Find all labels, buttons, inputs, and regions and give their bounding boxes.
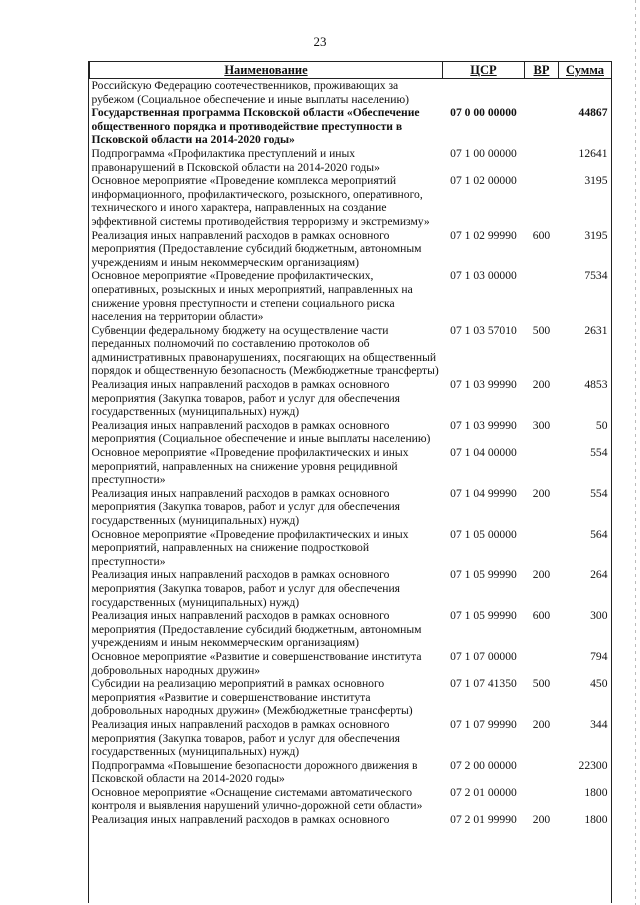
cell-sum: 1800 (584, 813, 608, 827)
table-row (90, 324, 612, 378)
table-row (90, 378, 612, 419)
header-sum: Сумма (559, 62, 612, 79)
cell-name: Реализация иных направлений расходов в рамках основного мероприятия (Закупка товаров, работ и услуг для обеспечения государственных (муниципальных) нужд) (91, 486, 400, 527)
cell-sum: 3195 (584, 228, 608, 242)
cell-sum (559, 79, 612, 107)
cell-csr: 07 1 03 99990 (450, 378, 517, 392)
cell-sum: 450 (590, 677, 608, 691)
cell-name: Основное мероприятие «Проведение профилактических и иных мероприятий, направленных на снижение подростковой преступности» (91, 527, 409, 568)
cell-vr: 200 (532, 813, 551, 827)
table-row (90, 759, 612, 786)
cell-csr: 07 1 05 99990 (450, 609, 517, 623)
cell-csr: 07 2 01 99990 (450, 813, 517, 827)
page-number: 23 (313, 34, 327, 49)
cell-name: Реализация иных направлений расходов в рамках основного мероприятия (Социальное обеспечение и иные выплаты населению) (91, 418, 431, 446)
cell-name: Реализация иных направлений расходов в рамках основного мероприятия (Предоставление субсидий бюджетным, автономным учреждениям и иным некоммерческим организациям) (91, 609, 422, 650)
table-row (90, 528, 612, 569)
cell-sum: 1800 (584, 785, 608, 799)
cell-vr (525, 786, 559, 813)
cell-csr: 07 2 00 00000 (450, 758, 517, 772)
cell-vr (525, 79, 559, 107)
cell-csr: 07 1 03 99990 (450, 418, 517, 432)
cell-name: Государственная программа Псковской области «Обеспечение общественного порядка и противодействие преступности в Псковской области на 2014-2020 годы» (91, 106, 420, 147)
cell-name: Основное мероприятие «Развитие и совершенствование института добровольных народных дружин» (91, 649, 422, 677)
cell-sum: 3195 (584, 174, 608, 188)
cell-sum: 794 (590, 649, 608, 663)
cell-vr: 600 (532, 228, 551, 242)
table-row (90, 446, 612, 487)
cell-sum: 554 (590, 486, 608, 500)
cell-vr (525, 759, 559, 786)
cell-vr (525, 106, 559, 147)
cell-name: Реализация иных направлений расходов в рамках основного мероприятия (Закупка товаров, работ и услуг для обеспечения государственных (муниципальных) нужд) (91, 568, 400, 609)
cell-csr: 07 1 05 00000 (450, 527, 517, 541)
cell-vr: 500 (532, 677, 551, 691)
table-row (90, 79, 612, 107)
table-body (90, 79, 612, 827)
cell-name: Подпрограмма «Повышение безопасности дорожного движения в Псковской области на 2014-2020 годы» (91, 758, 418, 786)
table-row (90, 568, 612, 609)
cell-name: Основное мероприятие «Проведение профилактических, оперативных, розыскных и иных мероприятий, направленных на снижение уровня преступности и степени социального риска населения на территории области» (91, 269, 413, 324)
cell-csr: 07 1 07 99990 (450, 717, 517, 731)
cell-vr: 300 (532, 418, 551, 432)
budget-table (89, 61, 612, 827)
cell-csr: 07 2 01 00000 (450, 785, 517, 799)
cell-name: Российскую Федерацию соотечественников, проживающих за рубежом (Социальное обеспечение и иные выплаты населению) (91, 79, 409, 106)
cell-name: Основное мероприятие «Проведение профилактических и иных мероприятий, направленных на снижение уровня рецидивной преступности» (91, 446, 409, 487)
cell-csr: 07 1 02 99990 (450, 228, 517, 242)
cell-name: Субсидии на реализацию мероприятий в рамках основного мероприятия «Развитие и совершенствование института добровольных народных дружин» (Межбюджетные трансферты) (91, 677, 413, 718)
cell-vr: 200 (532, 486, 551, 500)
cell-csr: 07 1 03 57010 (450, 323, 517, 337)
cell-vr: 200 (532, 717, 551, 731)
cell-sum: 2631 (584, 323, 608, 337)
cell-name: Реализация иных направлений расходов в рамках основного мероприятия (Закупка товаров, работ и услуг для обеспечения государственных (муниципальных) нужд) (91, 378, 400, 419)
cell-vr (525, 446, 559, 487)
table-row (90, 487, 612, 528)
cell-sum: 4853 (584, 378, 608, 392)
cell-csr: 07 1 02 00000 (450, 174, 517, 188)
cell-name: Основное мероприятие «Оснащение системами автоматического контроля и выявления нарушений улично-дорожной сети области» (91, 785, 423, 813)
cell-vr: 200 (532, 568, 551, 582)
table-row (90, 677, 612, 718)
table-row (90, 147, 612, 174)
cell-csr: 07 0 00 00000 (450, 106, 517, 120)
header-vr: ВР (525, 62, 559, 79)
table-header-row (90, 62, 612, 79)
cell-sum: 50 (595, 418, 608, 432)
table-row (90, 718, 612, 759)
cell-csr: 07 1 04 00000 (450, 446, 517, 460)
cell-vr (525, 174, 559, 228)
cell-vr (525, 269, 559, 323)
table-row (90, 106, 612, 147)
header-name: Наименование (90, 62, 443, 79)
cell-vr (525, 147, 559, 174)
scan-margin-line (635, 0, 636, 905)
cell-csr: 07 1 07 41350 (450, 677, 517, 691)
cell-name: Реализация иных направлений расходов в рамках основного мероприятия (Предоставление субсидий бюджетным, автономным учреждениям и иным некоммерческим организациям) (91, 228, 422, 269)
cell-sum: 22300 (578, 758, 608, 772)
cell-name: Реализация иных направлений расходов в рамках основного (91, 813, 390, 827)
cell-name: Реализация иных направлений расходов в рамках основного мероприятия (Закупка товаров, работ и услуг для обеспечения государственных (муниципальных) нужд) (91, 717, 400, 759)
cell-sum: 300 (590, 609, 608, 623)
cell-csr: 07 1 07 00000 (450, 649, 517, 663)
cell-vr (525, 528, 559, 569)
table-row (90, 269, 612, 323)
cell-sum: 344 (590, 717, 608, 731)
table-row (90, 229, 612, 270)
budget-table-container (88, 61, 612, 903)
header-csr: ЦСР (443, 62, 525, 79)
table-row (90, 609, 612, 650)
cell-sum: 554 (590, 446, 608, 460)
cell-vr: 200 (532, 378, 551, 392)
cell-sum: 7534 (584, 269, 608, 283)
cell-sum: 564 (590, 527, 608, 541)
cell-csr: 07 1 03 00000 (450, 269, 517, 283)
cell-name: Субвенции федеральному бюджету на осуществление части переданных полномочий по составлению протоколов об административных правонарушениях, посягающих на общественный порядок и общественную безопасность (Межбюджетные трансферты) (91, 323, 439, 378)
cell-sum: 264 (590, 568, 608, 582)
cell-vr: 500 (532, 323, 551, 337)
table-row (90, 174, 612, 228)
table-row (90, 813, 612, 827)
cell-csr (443, 79, 525, 107)
table-row (90, 786, 612, 813)
cell-vr (525, 650, 559, 677)
cell-sum: 12641 (578, 146, 608, 160)
table-row (90, 650, 612, 677)
cell-sum: 44867 (578, 106, 608, 120)
cell-csr: 07 1 04 99990 (450, 486, 517, 500)
cell-name: Основное мероприятие «Проведение комплекса мероприятий информационного, профилактического, розыскного, оперативного, технического и иного характера, направленных на создание эффективной системы противодействия терроризму и экстремизму» (91, 174, 430, 228)
cell-csr: 07 1 05 99990 (450, 568, 517, 582)
cell-name: Подпрограмма «Профилактика преступлений и иных правонарушений в Псковской области на 2014-2020 годы» (91, 146, 380, 174)
table-row (90, 419, 612, 446)
cell-vr: 600 (532, 609, 551, 623)
cell-csr: 07 1 00 00000 (450, 146, 517, 160)
